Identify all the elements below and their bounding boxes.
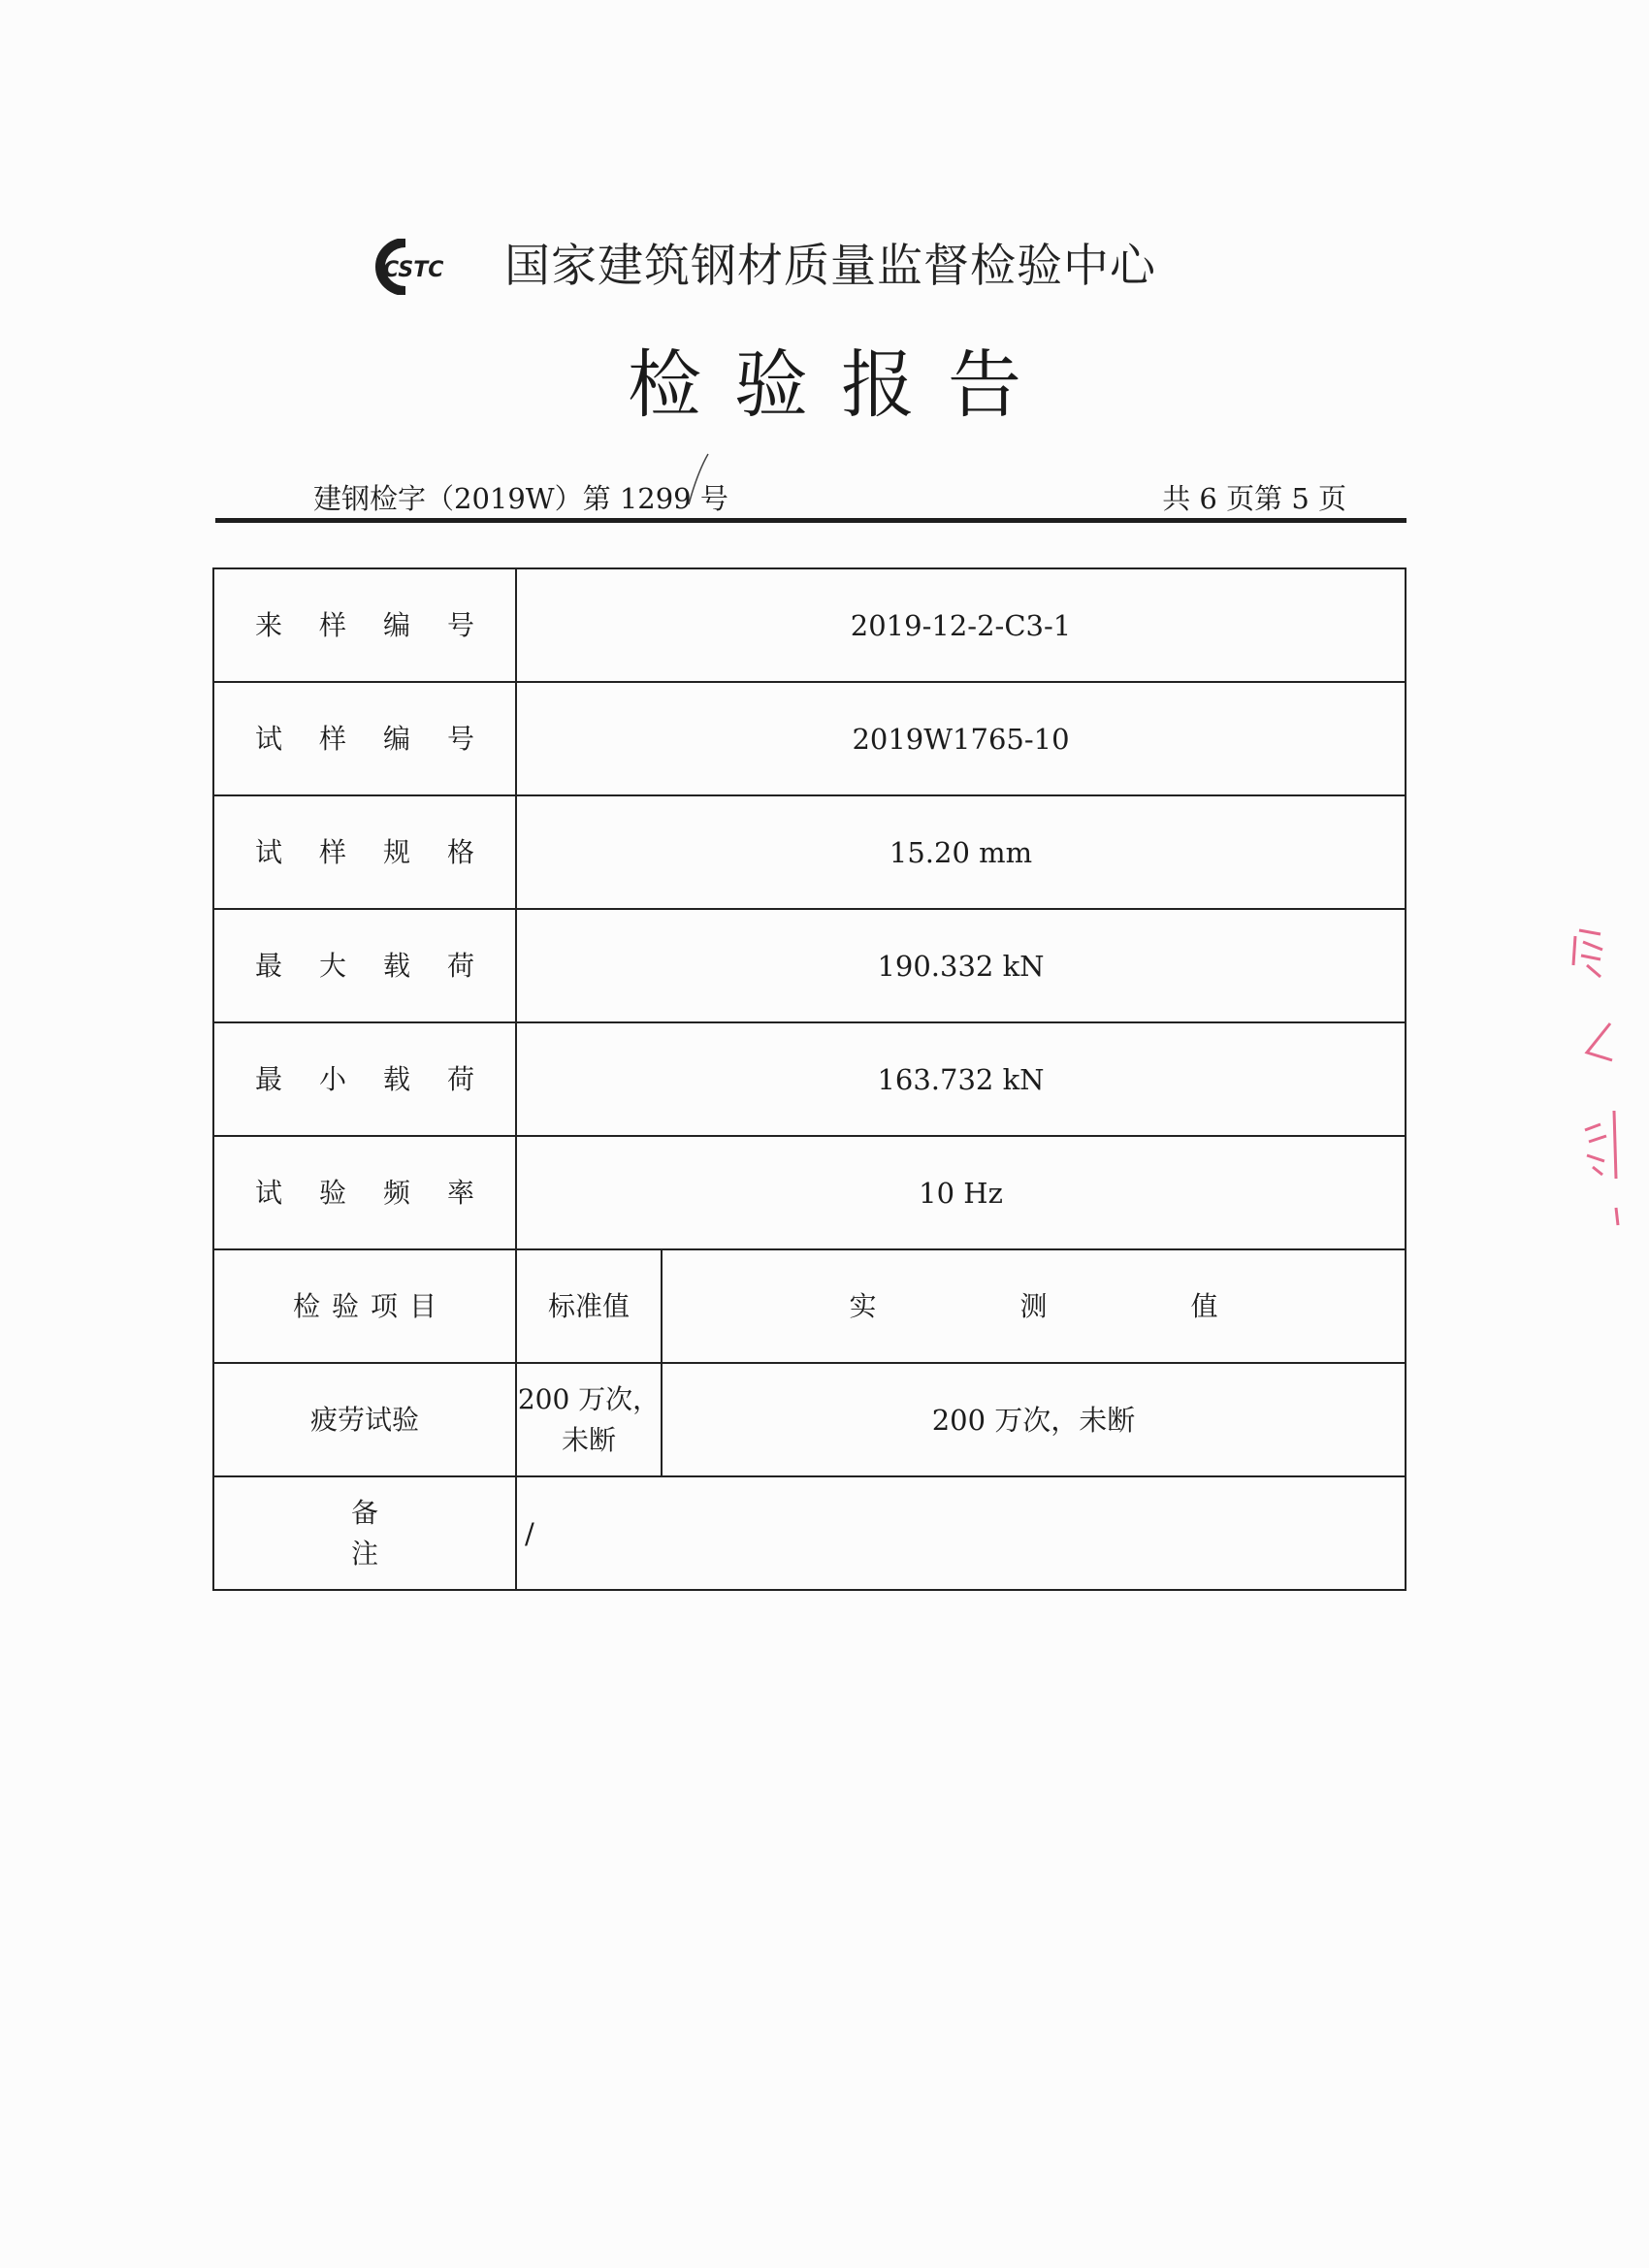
fatigue-standard-line1: 200 万次， [517,1382,661,1415]
remark-value: / [516,1476,1406,1590]
sample-no-value: 2019-12-2-C3-1 [516,568,1406,682]
min-load-label: 最小载荷 [213,1022,516,1136]
specimen-spec-value: 15.20 mm [516,795,1406,909]
min-load-value: 163.732 kN [516,1022,1406,1136]
cstc-logo [361,239,458,295]
fatigue-test-label: 疲劳试验 [213,1363,516,1476]
specimen-no-label: 试样编号 [213,682,516,795]
max-load-value: 190.332 kN [516,909,1406,1022]
seal-stamp-fragment [1558,917,1626,1237]
max-load-label: 最大载荷 [213,909,516,1022]
specimen-spec-label: 试样规格 [213,795,516,909]
table-row [213,682,1406,795]
measured-value-header: 实测值 [662,1249,1406,1363]
fatigue-standard-value [516,1363,662,1476]
table-row [213,1136,1406,1249]
fatigue-measured-value: 200 万次，未断 [662,1363,1406,1476]
header-rule [215,518,1406,523]
table-row [213,1476,1406,1590]
table-row [213,909,1406,1022]
report-table [212,567,1406,1591]
table-row [213,1249,1406,1363]
test-frequency-value: 10 Hz [516,1136,1406,1249]
table-row [213,795,1406,909]
svg-text:CSTC: CSTC [383,258,444,282]
sample-no-label: 来样编号 [213,568,516,682]
test-item-header: 检验项目 [213,1249,516,1363]
standard-value-header: 标准值 [516,1249,662,1363]
fatigue-standard-line2: 未断 [561,1423,616,1456]
table-row [213,568,1406,682]
table-row [213,1022,1406,1136]
report-number: 建钢检字（2019W）第 1299 号 [313,482,728,515]
organization-name: 国家建筑钢材质量监督检验中心 [504,240,1156,293]
report-title: 检验报告 [628,341,1054,428]
remark-label: 备注 [213,1476,516,1590]
table-row [213,1363,1406,1476]
specimen-no-value: 2019W1765-10 [516,682,1406,795]
page-info: 共 6 页第 5 页 [1162,482,1346,515]
pen-mark [675,450,714,508]
test-frequency-label: 试验频率 [213,1136,516,1249]
